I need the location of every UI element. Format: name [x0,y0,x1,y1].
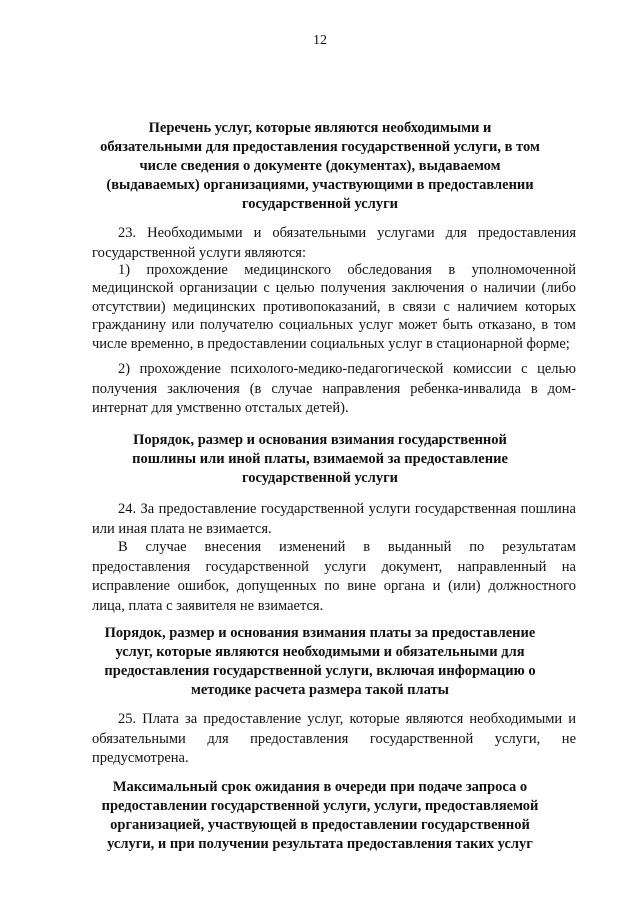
paragraph: 1) прохождение медицинского обследования в уполномоченной медицинской организации с целью получения заключения о наличии (либо отсутствии) медицинских противопоказаний, в связи с наличием которых гражданину или получателю социальных услуг может быть отказано, в том числе временно, в предоставлении социальных услуг в стационарной форме; [92,262,576,352]
section-heading: Максимальный срок ожидания в очереди при подаче запроса о предоставлении государственной услуги, услуги, предоставляемой организацией, участвующей в предоставлении государственной услуги, и при получении результата предоставления таких услуг [101,779,539,852]
section-heading: Порядок, размер и основания взимания платы за предоставление услуг, которые являются необходимыми и обязательными для предоставления государственной услуги, включая информацию о методике расчета размера такой платы [104,625,536,698]
page-number: 12 [313,33,327,48]
paragraph: 25. Плата за предоставление услуг, которые являются необходимыми и обязательными для предоставления государственной услуги, не предусмотрена. [92,711,576,766]
paragraph: 23. Необходимыми и обязательными услугами для предоставления государственной услуги являются: [92,225,576,261]
paragraph: 24. За предоставление государственной услуги государственная пошлина или иная плата не взимается. [92,501,576,537]
paragraph: В случае внесения изменений в выданный по результатам предоставления государственной услуги документ, направленный на исправление ошибок, допущенных по вине органа и (или) должностного лица, плата с заявителя не взимается. [92,539,576,614]
section-heading: Перечень услуг, которые являются необходимыми и обязательными для предоставления государственной услуги, в том числе сведения о документе (документах), выдаваемом (выдаваемых) организациями, участвующими в предоставлении государственной услуги [100,120,540,212]
paragraph: 2) прохождение психолого-медико-педагогической комиссии с целью получения заключения (в случае направления ребенка-инвалида в дом-интернат для умственно отсталых детей). [92,361,576,416]
section-heading: Порядок, размер и основания взимания государственной пошлины или иной платы, взимаемой за предоставление государственной услуги [132,432,508,486]
